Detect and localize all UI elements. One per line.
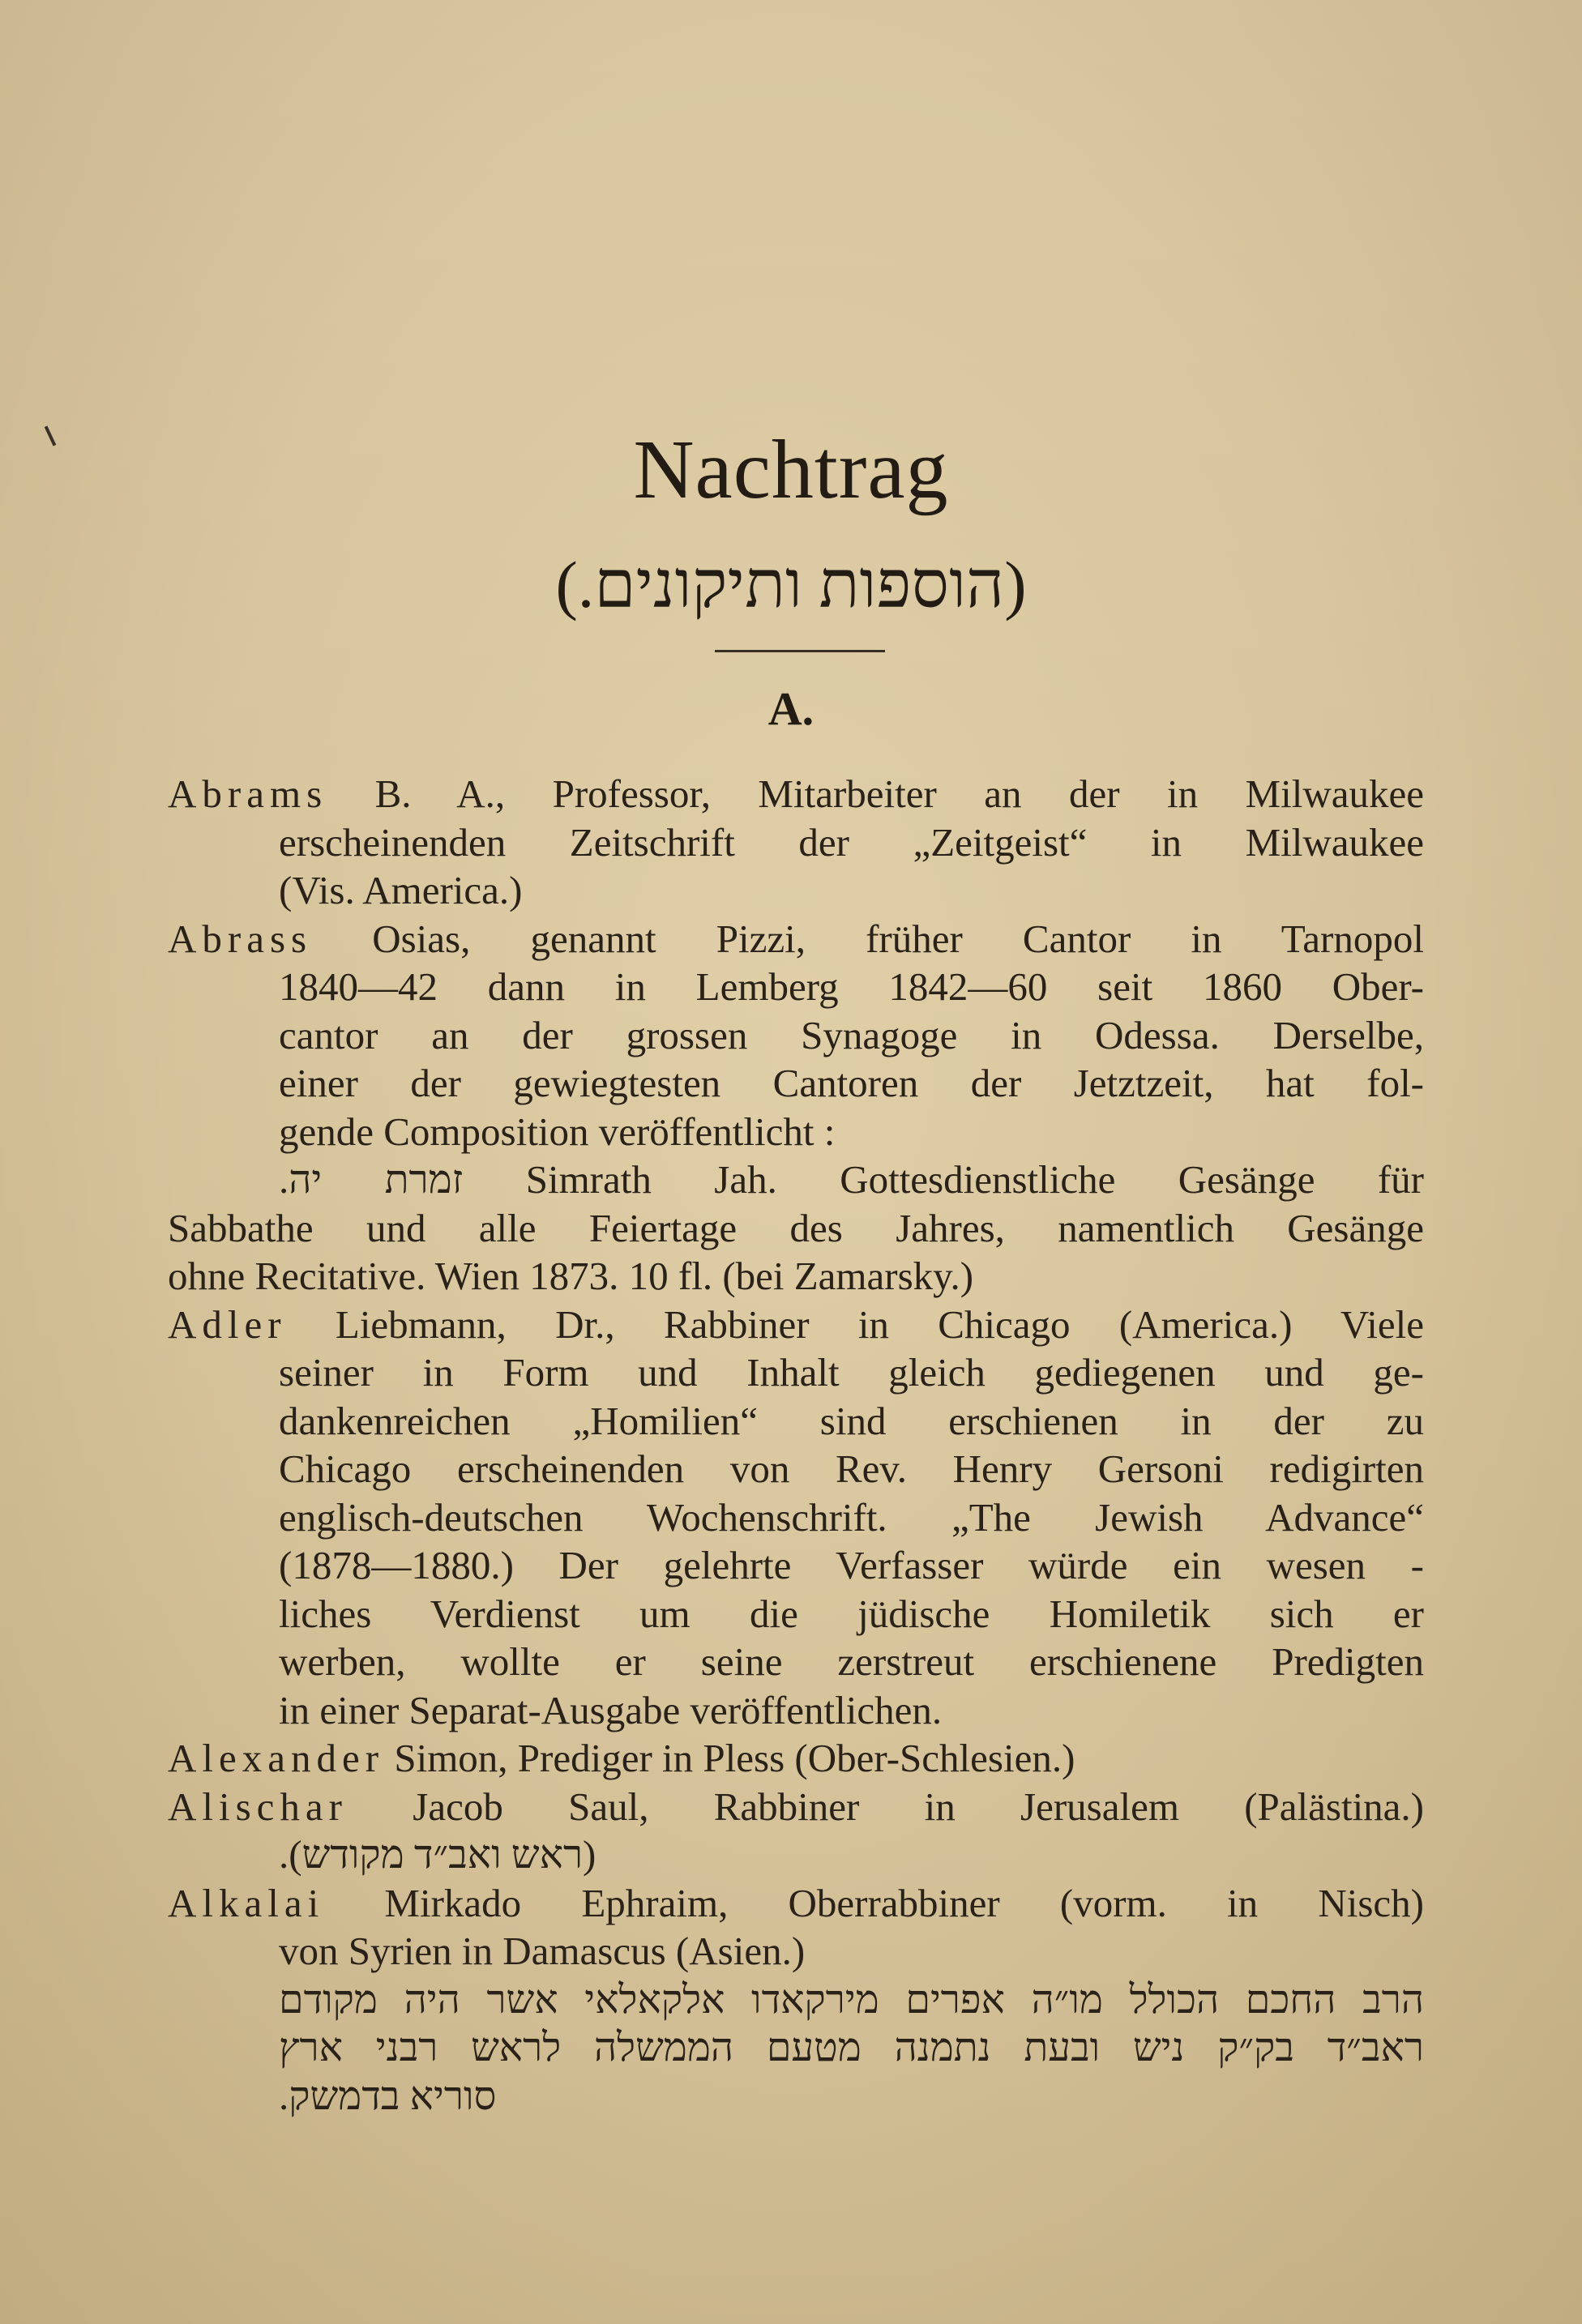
page-subtitle-hebrew: (הוספות ותיקונים.)	[555, 548, 1027, 622]
entry-name: Alkalai	[168, 1880, 325, 1925]
hebrew-text: (ראש ואב״ד מקודש).	[279, 1832, 596, 1877]
entry-alexander	[168, 1734, 1424, 1783]
entry-line: einer der gewiegtesten Cantoren der Jetztzeit, hat fol-	[279, 1061, 1424, 1105]
entry-line: liches Verdienst um die jüdische Homiletik sich er	[279, 1591, 1424, 1636]
entry-line: in einer Separat-Ausgabe veröffentlichen.	[279, 1687, 943, 1732]
entry-adler	[168, 1301, 1424, 1735]
title-divider	[715, 650, 885, 652]
entry-line: Sabbathe und alle Feiertage des Jahres, namentlich Gesänge	[168, 1205, 1424, 1250]
entry-text: Jacob Saul, Rabbiner in Jerusalem (Palästina.)	[348, 1784, 1424, 1829]
entry-line: (Vis. America.)	[279, 868, 523, 912]
entry-line	[168, 915, 1424, 963]
entry-abrams	[168, 770, 1424, 915]
hebrew-text: סוריא בדמשק.	[279, 2073, 497, 2118]
entry-line	[279, 1831, 1424, 1879]
entry-line: (1878—1880.) Der gelehrte Verfasser würde ein wesen -	[279, 1543, 1424, 1587]
entry-line: seiner in Form und Inhalt gleich gediegenen und ge-	[279, 1350, 1424, 1395]
entry-alkalai	[168, 1879, 1424, 2121]
entry-text: Simrath Jah. Gottesdienstliche Gesänge für	[463, 1157, 1424, 1202]
entry-line: ohne Recitative. Wien 1873. 10 fl. (bei Zamarsky.)	[168, 1254, 974, 1298]
entry-abrass	[168, 915, 1424, 1301]
entry-alischar	[168, 1783, 1424, 1879]
entry-line: cantor an der grossen Synagoge in Odessa. Derselbe,	[279, 1012, 1424, 1057]
entry-line	[168, 1734, 1424, 1783]
section-letter: A.	[767, 682, 815, 735]
entry-line: von Syrien in Damascus (Asien.)	[279, 1929, 806, 1973]
entry-line: werben, wollte er seine zerstreut erschienene Predigten	[279, 1639, 1424, 1684]
entry-line: Chicago erscheinenden von Rev. Henry Gersoni redigirten	[279, 1446, 1424, 1491]
entry-line: 1840—42 dann in Lemberg 1842—60 seit 1860 Ober-	[279, 964, 1424, 1009]
entry-name: Abrams	[168, 771, 328, 816]
entry-text: Osias, genannt Pizzi, früher Cantor in Tarnopol	[312, 916, 1424, 961]
entry-name: Adler	[168, 1301, 287, 1347]
entry-text: Simon, Prediger in Pless (Ober-Schlesien.)	[384, 1736, 1075, 1780]
entry-line	[168, 770, 1424, 818]
entry-text: B. A., Professor, Mitarbeiter an der in Milwaukee	[327, 771, 1424, 816]
hebrew-title: זמרת יה.	[279, 1157, 464, 1202]
hebrew-line: הרב החכם הכולל מו״ה אפרים מירקאדו אלקאלאי אשר היה מקודם	[279, 1976, 1424, 2022]
entry-line	[168, 1783, 1424, 1831]
entry-line: englisch-deutschen Wochenschrift. „The Jewish Advance“	[279, 1494, 1424, 1540]
entry-line: dankenreichen „Homilien“ sind erschienen in der zu	[279, 1398, 1424, 1443]
entry-line: gende Composition veröffentlicht :	[279, 1109, 836, 1154]
entry-line: erscheinenden Zeitschrift der „Zeitgeist“ in Milwaukee	[279, 819, 1424, 865]
entry-name: Abrass	[168, 916, 313, 961]
hebrew-line	[279, 2072, 1424, 2121]
page-title: Nachtrag	[633, 423, 949, 516]
entry-name: Alexander	[168, 1736, 385, 1780]
entries-list	[168, 770, 1424, 2120]
entry-line	[279, 1156, 1424, 1204]
entry-text: Mirkado Ephraim, Oberrabbiner (vorm. in Nisch)	[324, 1880, 1424, 1925]
entry-line	[168, 1879, 1424, 1928]
entry-name: Alischar	[168, 1784, 348, 1829]
entry-text: Liebmann, Dr., Rabbiner in Chicago (America.) Viele	[286, 1301, 1424, 1347]
entry-line	[168, 1301, 1424, 1349]
hebrew-line: ראב״ד בק״ק ניש ובעת נתמנה מטעם הממשלה לראש רבני ארץ	[279, 2025, 1424, 2070]
